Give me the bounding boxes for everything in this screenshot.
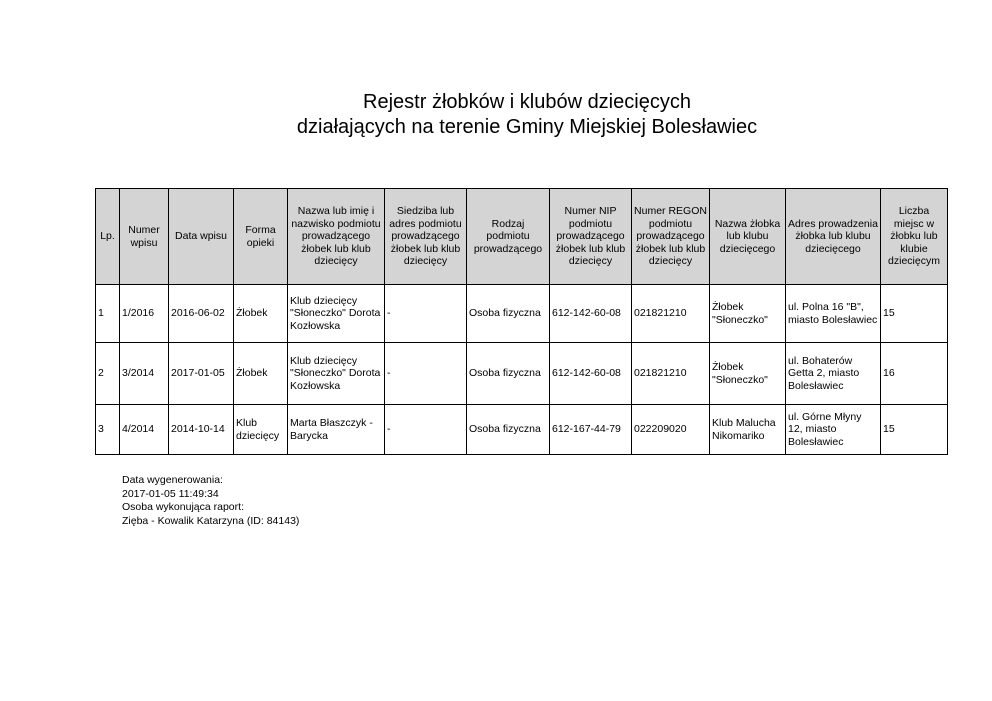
cell-nip: 612-142-60-08 (550, 343, 632, 405)
cell-places: 16 (881, 343, 948, 405)
cell-operator-name: Klub dziecięcy "Słoneczko" Dorota Kozłowska (288, 343, 385, 405)
report-footer (122, 474, 299, 528)
cell-lp: 2 (96, 343, 120, 405)
page-title (0, 90, 992, 140)
cell-facility-address: ul. Górne Młyny 12, miasto Bolesławiec (786, 405, 881, 455)
cell-entry-date: 2014-10-14 (169, 405, 234, 455)
registry-table (95, 188, 948, 455)
title-line-2: działających na terenie Gminy Miejskiej Bolesławiec (296, 116, 758, 138)
column-header-entry-number: Numer wpisu (120, 189, 169, 285)
column-header-places: Liczba miejsc w żłobku lub klubie dziecięcym (881, 189, 948, 285)
cell-operator-type: Osoba fizyczna (467, 285, 550, 343)
table-row (96, 343, 948, 405)
table-row (96, 405, 948, 455)
cell-lp: 3 (96, 405, 120, 455)
cell-entry-number: 1/2016 (120, 285, 169, 343)
cell-operator-name: Klub dziecięcy "Słoneczko" Dorota Kozłowska (288, 285, 385, 343)
cell-regon: 021821210 (632, 285, 710, 343)
cell-entry-number: 3/2014 (120, 343, 169, 405)
cell-operator-address: - (385, 285, 467, 343)
cell-places: 15 (881, 285, 948, 343)
column-header-operator-type: Rodzaj podmiotu prowadzącego (467, 189, 550, 285)
column-header-facility-name: Nazwa żłobka lub klubu dziecięcego (710, 189, 786, 285)
cell-nip: 612-167-44-79 (550, 405, 632, 455)
author-name: Zięba - Kowalik Katarzyna (ID: 84143) (122, 514, 300, 527)
cell-entry-date: 2017-01-05 (169, 343, 234, 405)
cell-facility-address: ul. Bohaterów Getta 2, miasto Bolesławiec (786, 343, 881, 405)
generated-label: Data wygenerowania: (122, 474, 223, 486)
cell-entry-number: 4/2014 (120, 405, 169, 455)
cell-care-form: Żłobek (234, 285, 288, 343)
author-label: Osoba wykonująca raport: (122, 501, 244, 513)
column-header-nip: Numer NIP podmiotu prowadzącego żłobek lub klub dziecięcy (550, 189, 632, 285)
cell-entry-date: 2016-06-02 (169, 285, 234, 343)
cell-places: 15 (881, 405, 948, 455)
column-header-care-form: Forma opieki (234, 189, 288, 285)
column-header-facility-address: Adres prowadzenia żłobka lub klubu dziecięcego (786, 189, 881, 285)
cell-care-form: Klub dziecięcy (234, 405, 288, 455)
cell-operator-name: Marta Błaszczyk - Barycka (288, 405, 385, 455)
column-header-lp: Lp. (96, 189, 120, 285)
cell-operator-address: - (385, 343, 467, 405)
generated-timestamp: 2017-01-05 11:49:34 (122, 487, 219, 500)
cell-regon: 022209020 (632, 405, 710, 455)
cell-lp: 1 (96, 285, 120, 343)
cell-facility-address: ul. Polna 16 "B", miasto Bolesławiec (786, 285, 881, 343)
cell-care-form: Żłobek (234, 343, 288, 405)
column-header-operator-name: Nazwa lub imię i nazwisko podmiotu prowadzącego żłobek lub klub dziecięcy (288, 189, 385, 285)
cell-facility-name: Żłobek "Słoneczko" (710, 285, 786, 343)
cell-operator-address: - (385, 405, 467, 455)
column-header-regon: Numer REGON podmiotu prowadzącego żłobek lub klub dziecięcy (632, 189, 710, 285)
cell-facility-name: Klub Malucha Nikomariko (710, 405, 786, 455)
cell-regon: 021821210 (632, 343, 710, 405)
cell-facility-name: Żłobek "Słoneczko" (710, 343, 786, 405)
cell-operator-type: Osoba fizyczna (467, 405, 550, 455)
column-header-operator-address: Siedziba lub adres podmiotu prowadzącego żłobek lub klub dziecięcy (385, 189, 467, 285)
cell-nip: 612-142-60-08 (550, 285, 632, 343)
title-line-1: Rejestr żłobków i klubów dziecięcych (363, 91, 691, 113)
column-header-entry-date: Data wpisu (169, 189, 234, 285)
table-header-row (96, 189, 948, 285)
cell-operator-type: Osoba fizyczna (467, 343, 550, 405)
table-row (96, 285, 948, 343)
